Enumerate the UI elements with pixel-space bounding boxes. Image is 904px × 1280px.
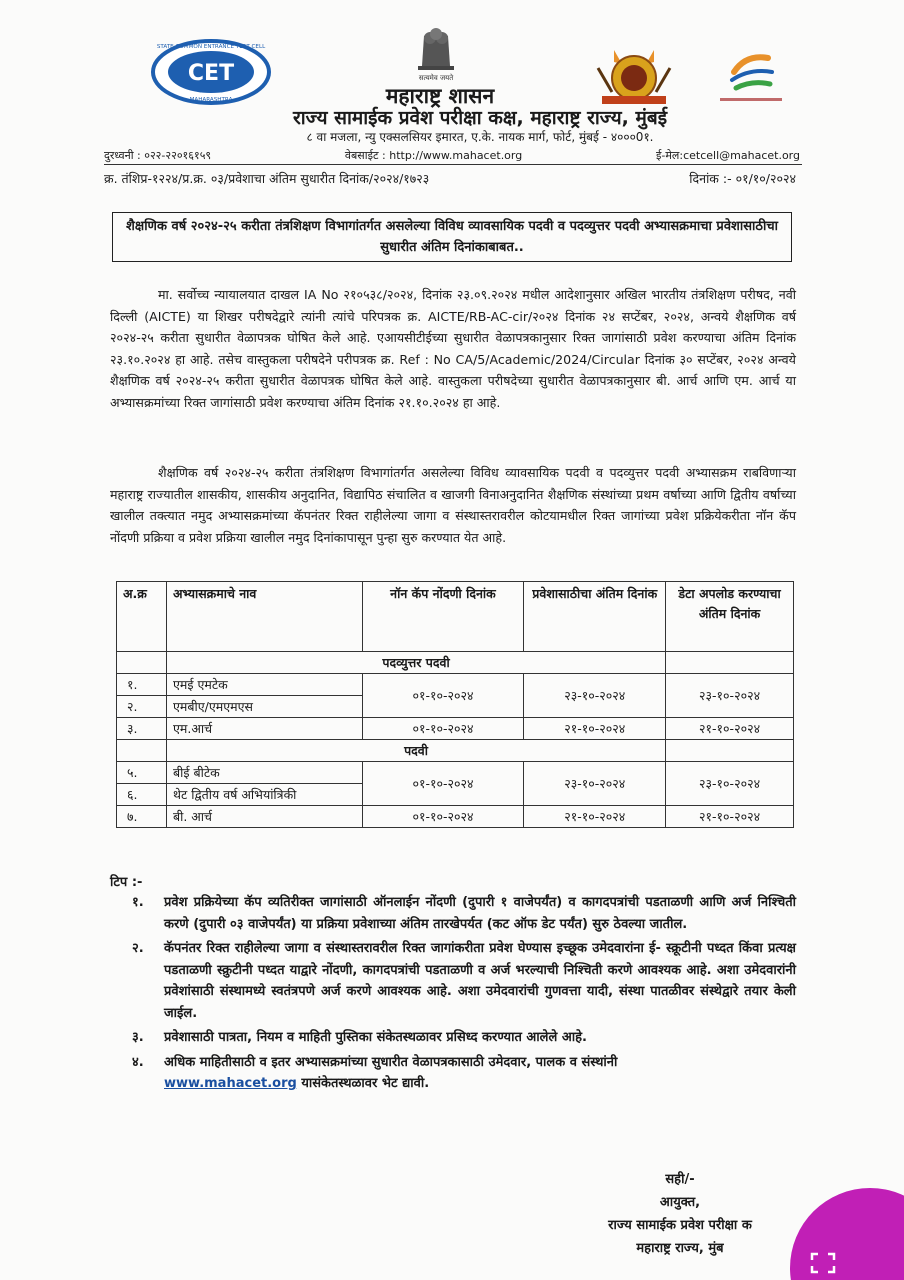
phone-number: दुरध्वनी : ०२२-२२०१६१५९ — [104, 149, 212, 162]
national-emblem-icon — [408, 22, 464, 84]
header-course: अभ्यासक्रमाचे नाव — [166, 582, 362, 652]
cet-ring-text: STATE COMMON ENTRANCE TEST CELL — [156, 44, 266, 50]
maharashtra-seal-icon — [578, 42, 690, 108]
row-upload-last-date: २३-१०-२०२४ — [666, 674, 794, 718]
list-item — [132, 1052, 796, 1095]
row-admission-last-date: २१-१०-२०२४ — [524, 718, 666, 740]
header-divider — [104, 164, 802, 165]
table-row — [117, 718, 794, 740]
note-number: २. — [132, 941, 144, 956]
note-number: १. — [132, 895, 144, 910]
note-text: प्रवेशासाठी पात्रता, नियम व माहिती पुस्तिका संकेतस्थळावर प्रसिध्द करण्यात आलेले आहे. — [164, 1030, 587, 1045]
paragraph-1 — [110, 284, 796, 414]
emblem-motto: सत्यमेव जयते — [418, 74, 454, 82]
list-item — [132, 938, 796, 1024]
row-course: थेट द्वितीय वर्ष अभियांत्रिकी — [166, 784, 362, 806]
email-text: ई-मेल:cetcell@mahacet.org — [655, 149, 800, 162]
notes-list — [132, 892, 796, 1098]
row-serial: ५. — [117, 762, 167, 784]
contact-line — [104, 148, 800, 163]
row-serial: ६. — [117, 784, 167, 806]
table-row — [117, 806, 794, 828]
paragraph-2-text: शैक्षणिक वर्ष २०२४-२५ करीता तंत्रशिक्षण विभागांतर्गत असलेल्या विविध व्यावसायिक पदवी व पदव्युत्तर पदवी अभ्यासक्रम राबविणाऱ्या महाराष्ट्र राज्यातील शासकीय, शासकीय अनुदानित, विद्यापिठ संचालित व खाजगी विनाअनुदानित शैक्षणिक संस्थांच्या प्रथम वर्षाच्या आणि द्वितीय वर्षाच्या खालील तक्त्यात नमुद अभ्यासक्रमांच्या कॅपनंतर रिक्त राहीलेल्या जागा व संस्थास्तरावरील कोटयामधील रिक्त जागांच्या प्रवेश प्रक्रियेकरीता नॉन कॅप नोंदणी प्रक्रिया व प्रवेश प्रक्रिया खालील नमुद दिनांकापासून पुन्हा सुरु करण्यात येत आहे. — [110, 465, 796, 545]
notes-heading: टिप :- — [110, 875, 143, 890]
signature-sd: सही/- — [665, 1172, 695, 1187]
section-postgraduate: पदव्युत्तर पदवी — [166, 652, 665, 674]
row-admission-last-date: २३-१०-२०२४ — [524, 762, 666, 806]
row-course: एम.आर्च — [166, 718, 362, 740]
list-item — [132, 1027, 796, 1049]
row-serial: २. — [117, 696, 167, 718]
table-header-row — [117, 582, 794, 652]
note-number: ४. — [132, 1054, 144, 1070]
header-registration-date: नॉन कॅप नोंदणी दिनांक — [362, 582, 524, 652]
row-upload-last-date: २३-१०-२०२४ — [666, 762, 794, 806]
row-registration-date: ०१-१०-२०२४ — [362, 674, 524, 718]
signature-designation: आयुक्त, — [659, 1195, 701, 1210]
signature-block — [560, 1168, 800, 1260]
cet-logo — [150, 38, 272, 106]
reference-line — [104, 170, 796, 187]
reference-number: क्र. तंशिप्र-१२२४/प्र.क्र. ०३/प्रवेशाचा अंतिम सुधारीत दिनांक/२०२४/१७२३ — [104, 171, 430, 186]
letter-date: दिनांक :- ०१/१०/२०२४ — [689, 171, 796, 186]
mahacet-link[interactable]: www.mahacet.org — [164, 1076, 297, 1091]
header-serial: अ.क्र — [117, 582, 167, 652]
section-row-undergraduate — [117, 740, 794, 762]
subject-box: शैक्षणिक वर्ष २०२४-२५ करीता तंत्रशिक्षण विभागांतर्गत असलेल्या विविध व्यावसायिक पदवी व पदव्युत्तर पदवी अभ्यासक्रमाचा प्रवेशासाठीचा सुधारीत अंतिम दिनांकाबाबत.. — [112, 212, 792, 262]
note-text: प्रवेश प्रक्रियेच्या कॅप व्यतिरीक्त जागांसाठी ऑनलाईन नोंदणी (दुपारी १ वाजेपर्यंत) व कागदपत्रांची पडताळणी आणि अर्ज निश्चिती करणे (दुपारी ०३ वाजेपर्यंत) या प्रक्रिया प्रवेशाच्या अंतिम तारखेपर्यत (कट ऑफ डेट पर्यंत) सुरु ठेवल्या जातील. — [164, 895, 796, 932]
note-text-after: यासंकेतस्थळावर भेट द्यावी. — [296, 1076, 430, 1091]
section-row-postgraduate — [117, 652, 794, 674]
cet-logo-text: CET — [187, 61, 235, 86]
row-serial: ३. — [117, 718, 167, 740]
azadi-amrit-mahotsav-icon — [702, 42, 800, 108]
row-course: बीई बीटेक — [166, 762, 362, 784]
cet-ring-bottom: MAHARASHTRA — [189, 97, 233, 103]
row-registration-date: ०१-१०-२०२४ — [362, 762, 524, 806]
note-text: कॅपनंतर रिक्त राहीलेल्या जागा व संस्थास्तरावरील रिक्त जागांकरीता प्रवेश घेण्यास इच्छूक उमेदवारांना ई- स्क्रूटीनी पध्दत किंवा प्रत्यक्ष पडताळणी स्क्रुटीनी पध्दत याद्वारे नोंदणी, कागदपत्रांची पडताळणी व अर्ज भरल्याची निश्चिती करणे आवश्यक आहे. अशा उमेदवारांनी प्रवेशांसाठी संस्थामध्ये स्वतंत्रपणे अर्ज करणे आवश्यक आहे. अशा उमेदवारांची गुणवत्ता यादी, संस्था पातळीवर संस्थेद्वारे तयार केली जाईल. — [164, 941, 796, 1021]
list-item — [132, 892, 796, 935]
floating-overlay-button[interactable] — [790, 1188, 904, 1280]
paragraph-2 — [110, 462, 796, 548]
row-upload-last-date: २१-१०-२०२४ — [666, 806, 794, 828]
header-admission-last-date: प्रवेशासाठीचा अंतिम दिनांक — [524, 582, 666, 652]
row-upload-last-date: २१-१०-२०२४ — [666, 718, 794, 740]
row-serial: १. — [117, 674, 167, 696]
header-upload-last-date: डेटा अपलोड करण्याचा अंतिम दिनांक — [666, 582, 794, 652]
row-registration-date: ०१-१०-२०२४ — [362, 718, 524, 740]
paragraph-1-text: मा. सर्वोच्च न्यायालयात दाखल IA No २१०५३८/२०२४, दिनांक २३.०९.२०२४ मधील आदेशानुसार अखिल भारतीय तंत्रशिक्षण परीषद, नवी दिल्ली (AICTE) या शिखर परीषदेद्वारे त्यांनी त्यांचे परिपत्रक क्र. AICTE/RB-AC-cir/२०२४ दिनांक २४ सप्टेंबर, २०२४, अन्वये शैक्षणिक वर्ष २०२४-२५ करीता सुधारीत वेळापत्रक घोषित केले आहे. एआयसीटीईच्या सुधारीत वेळापत्रकानुसार रिक्त जागांसाठी प्रवेश करण्याचा अंतिम दिनांक २३.१०.२०२४ हा आहे. तसेच वास्तुकला परीषदेने परीपत्रक क्र. Ref : No CA/5/Academic/2024/Circular दिनांक ३० सप्टेंबर, २०२४ अन्वये शैक्षणिक वर्ष २०२४-२५ करीता सुधारीत वेळापत्रक घोषित केले आहे. वास्तुकला परीषदेच्या सुधारीत वेळापत्रकानुसार बी. आर्च आणि एम. आर्च या अभ्यासक्रमांच्या रिक्त जागांसाठी प्रवेश करण्याचा अंतिम दिनांक २१.१०.२०२४ हा आहे. — [110, 287, 796, 410]
row-admission-last-date: २१-१०-२०२४ — [524, 806, 666, 828]
row-course: एमबीए/एमएमएस — [166, 696, 362, 718]
table-row — [117, 762, 794, 784]
note-number: ३. — [132, 1030, 144, 1045]
section-undergraduate: पदवी — [166, 740, 665, 762]
row-admission-last-date: २३-१०-२०२४ — [524, 674, 666, 718]
signature-org: राज्य सामाईक प्रवेश परीक्षा क — [608, 1218, 752, 1233]
row-course: एमई एमटेक — [166, 674, 362, 696]
row-serial: ७. — [117, 806, 167, 828]
website-text: वेबसाईट : http://www.mahacet.org — [344, 149, 523, 162]
expand-icon[interactable] — [810, 1252, 836, 1274]
note-text-block — [164, 1052, 796, 1095]
row-course: बी. आर्च — [166, 806, 362, 828]
government-title: महाराष्ट्र शासन — [385, 84, 495, 108]
row-registration-date: ०१-१०-२०२४ — [362, 806, 524, 828]
table-row — [117, 674, 794, 696]
organization-title: राज्य सामाईक प्रवेश परीक्षा कक्ष, महाराष्ट्र राज्य, मुंबई — [292, 107, 668, 129]
office-address: ८ वा मजला, न्यु एक्सलसियर इमारत, ए.के. नायक मार्ग, फोर्ट, मुंबई - ४०००0१. — [306, 130, 654, 144]
schedule-table — [116, 581, 794, 828]
signature-place: महाराष्ट्र राज्य, मुंब — [636, 1241, 724, 1256]
note-text: अधिक माहितीसाठी व इतर अभ्यासक्रमांच्या सुधारीत वेळापत्रकासाठी उमेदवार, पालक व संस्थांनी — [164, 1054, 618, 1070]
